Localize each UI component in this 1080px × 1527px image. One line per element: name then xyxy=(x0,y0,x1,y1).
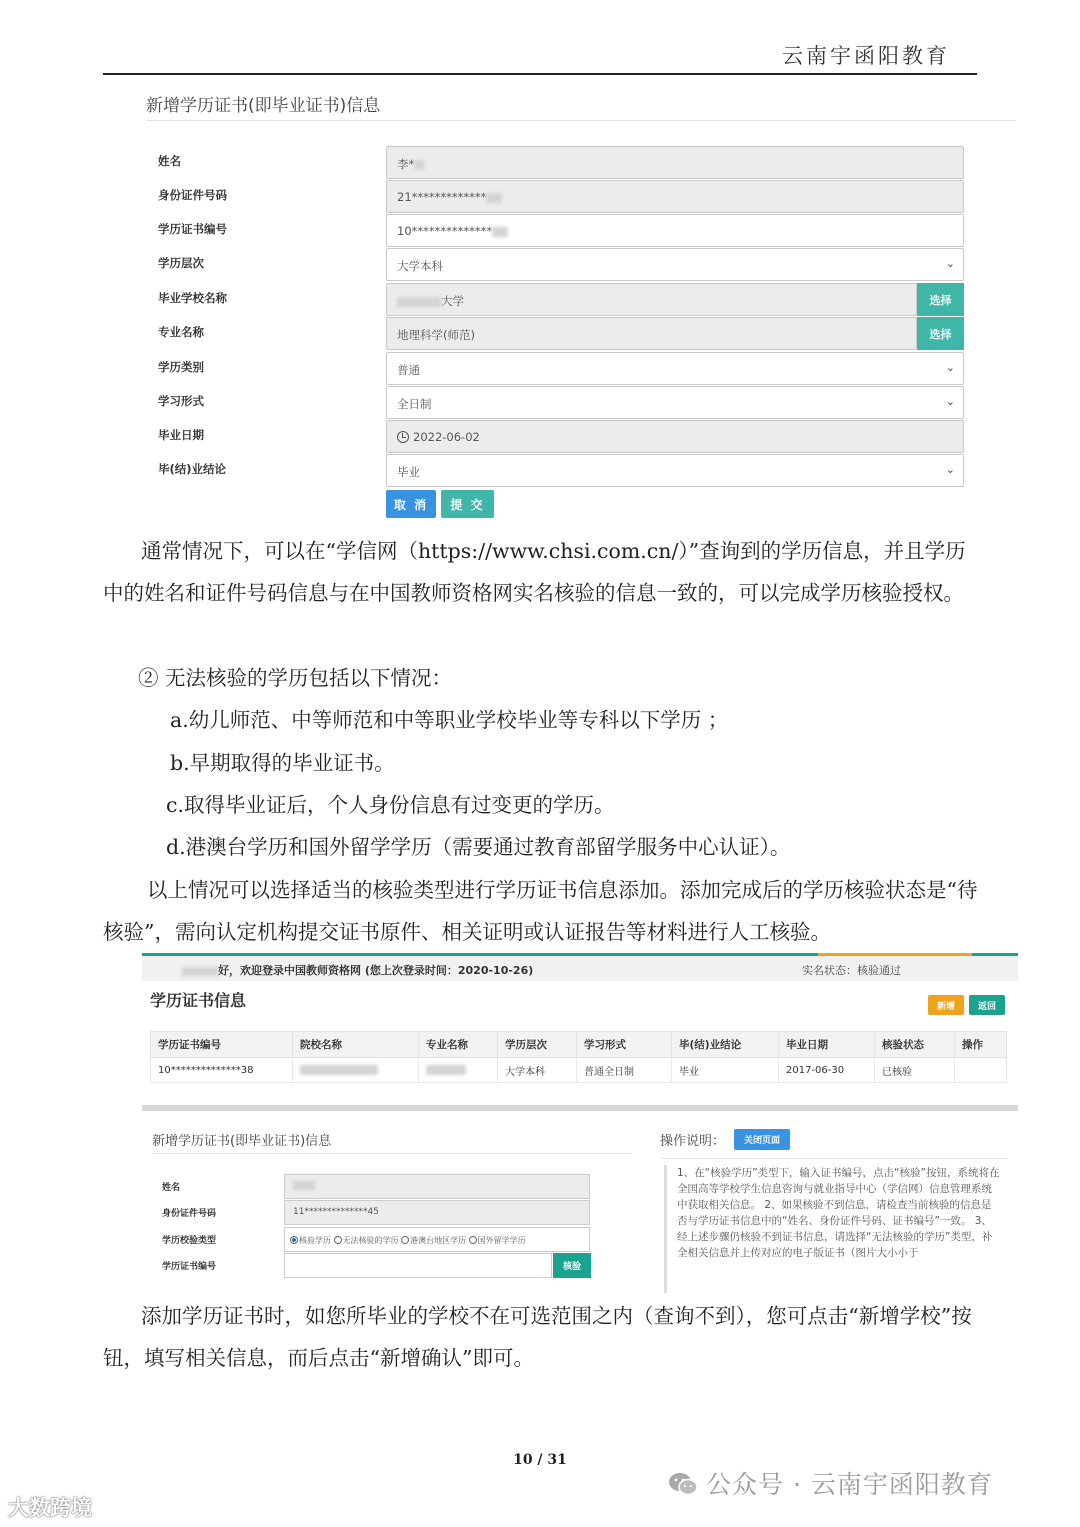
major-field[interactable] xyxy=(386,317,917,350)
cert-number-field[interactable] xyxy=(386,214,964,247)
cell-level: 大学本科 xyxy=(498,1058,577,1083)
cell-action xyxy=(955,1058,1007,1083)
label-name: 姓名 xyxy=(158,154,181,168)
clock-icon xyxy=(397,431,409,443)
cert-value: 10************** xyxy=(397,224,493,238)
paragraph-4: 添加学历证书时，如您所毕业的学校不在可选范围之内（查询不到），您可点击“新增学校”按钮，填写相关信息，而后点击“新增确认”即可。 xyxy=(103,1304,972,1370)
paragraph-1: 通常情况下，可以在“学信网（https://www.chsi.com.cn/）”查询到的学历信息，并且学历中的姓名和证件号码信息与在中国教师资格网实名核验的信息一致的，可以完成学历核验授权。 xyxy=(103,539,966,605)
col-status: 核验状态 xyxy=(875,1032,955,1058)
label-level: 学历层次 xyxy=(158,256,204,270)
section-separator xyxy=(142,1105,1018,1111)
name-value: 李* xyxy=(397,157,415,171)
corner-watermark: 大数跨境 xyxy=(8,1496,92,1520)
label-date: 毕业日期 xyxy=(158,428,204,442)
add-label-type: 学历校验类型 xyxy=(162,1236,217,1246)
certificate-table xyxy=(150,1031,1007,1083)
list-item-b: b.早期取得的毕业证书。 xyxy=(170,751,395,775)
conclusion-select[interactable] xyxy=(386,454,964,487)
top-bar xyxy=(142,953,1018,981)
list-item-d: d.港澳台学历和国外留学学历（需要通过教育部留学服务中心认证）。 xyxy=(166,835,791,859)
radio-overseas-label: 国外留学学历 xyxy=(477,1236,526,1245)
radio-overseas[interactable] xyxy=(469,1236,477,1244)
redaction xyxy=(492,227,508,237)
label-mode: 学习形式 xyxy=(158,394,204,408)
redaction xyxy=(300,1065,378,1075)
cancel-button[interactable]: 取 消 xyxy=(386,490,436,518)
paragraph-2: ② 无法核验的学历包括以下情况： xyxy=(138,666,453,690)
wechat-watermark xyxy=(668,1465,993,1501)
chevron-down-icon: ⌄ xyxy=(945,395,955,408)
label-category: 学历类别 xyxy=(158,360,204,374)
category-value: 普通 xyxy=(397,363,420,377)
radio-unverifiable-label: 无法核验的学历 xyxy=(342,1236,399,1245)
label-school: 毕业学校名称 xyxy=(158,291,227,305)
redaction xyxy=(486,193,502,203)
paragraph-3: 以上情况可以选择适当的核验类型进行学历证书信息添加。添加完成后的学历核验状态是“待核验”，需向认定机构提交证书原件、相关证明或认证报告等材料进行人工核验。 xyxy=(103,878,978,944)
add-form-title: 新增学历证书(即毕业证书)信息 xyxy=(152,1134,332,1149)
category-select[interactable] xyxy=(386,352,964,385)
radio-unverifiable[interactable] xyxy=(334,1236,342,1244)
level-select[interactable] xyxy=(386,248,964,281)
date-value: 2022-06-02 xyxy=(413,430,480,444)
chevron-down-icon: ⌄ xyxy=(945,361,955,374)
chevron-down-icon: ⌄ xyxy=(945,257,955,270)
form-title: 新增学历证书(即毕业证书)信息 xyxy=(146,96,381,116)
school-select-button[interactable]: 选择 xyxy=(917,283,964,316)
col-action: 操作 xyxy=(955,1032,1007,1058)
study-mode-select[interactable] xyxy=(386,386,964,419)
form-title-divider xyxy=(146,120,1016,121)
add-button[interactable]: 新增 xyxy=(928,995,964,1015)
col-school: 院校名称 xyxy=(293,1032,419,1058)
top-bar-accent xyxy=(818,953,972,956)
return-button[interactable]: 返回 xyxy=(969,995,1005,1015)
school-field[interactable] xyxy=(386,283,917,316)
add-name-field[interactable] xyxy=(284,1174,590,1199)
verify-status: 实名状态：核验通过 xyxy=(802,964,901,977)
label-conclusion: 毕(结)业结论 xyxy=(158,462,227,476)
major-select-button[interactable]: 选择 xyxy=(917,317,964,350)
list-item-a: a.幼儿师范、中等师范和中等职业学校毕业等专科以下学历 ； xyxy=(170,708,729,732)
verify-button[interactable]: 核验 xyxy=(553,1253,591,1278)
header-rule xyxy=(103,73,977,75)
section-title: 学历证书信息 xyxy=(150,991,247,1010)
cell-major xyxy=(419,1058,498,1083)
page-number: 10 / 31 xyxy=(513,1452,567,1468)
cell-mode: 普通全日制 xyxy=(577,1058,672,1083)
col-level: 学历层次 xyxy=(498,1032,577,1058)
verify-type-radios xyxy=(284,1227,590,1252)
radio-hk-mo-tw[interactable] xyxy=(401,1236,409,1244)
radio-verify[interactable] xyxy=(290,1236,298,1244)
welcome-text xyxy=(182,962,533,978)
wechat-icon xyxy=(668,1472,698,1496)
chevron-down-icon: ⌄ xyxy=(945,463,955,476)
label-major: 专业名称 xyxy=(158,325,204,339)
graduation-date-field[interactable] xyxy=(386,420,964,453)
redaction xyxy=(293,1181,315,1190)
redaction xyxy=(414,160,424,170)
id-number-field[interactable] xyxy=(386,180,964,213)
cell-date: 2017-06-30 xyxy=(779,1058,875,1083)
major-value: 地理科学(师范) xyxy=(397,328,475,342)
col-cert: 学历证书编号 xyxy=(151,1032,293,1058)
cell-cert: 10**************38 xyxy=(151,1058,293,1083)
add-label-cert: 学历证书编号 xyxy=(162,1262,217,1272)
cell-conclusion: 毕业 xyxy=(672,1058,779,1083)
cell-status: 已核验 xyxy=(875,1058,955,1083)
cell-school xyxy=(293,1058,419,1083)
id-value: 21************* xyxy=(397,190,487,204)
header-org: 云南宇函阳教育 xyxy=(782,44,950,68)
col-mode: 学习形式 xyxy=(577,1032,672,1058)
level-value: 大学本科 xyxy=(397,259,443,273)
redaction xyxy=(397,297,441,307)
add-cert-field[interactable] xyxy=(284,1253,552,1278)
name-field[interactable] xyxy=(386,146,964,179)
add-id-field[interactable]: 11**************45 xyxy=(284,1200,590,1225)
instructions-title: 操作说明： xyxy=(660,1134,726,1149)
form-screenshot xyxy=(142,85,1018,525)
col-conclusion: 毕(结)业结论 xyxy=(672,1032,779,1058)
radio-hk-mo-tw-label: 港澳台地区学历 xyxy=(410,1236,467,1245)
instructions-divider xyxy=(660,1158,1008,1159)
add-form-divider xyxy=(152,1153,632,1154)
col-major: 专业名称 xyxy=(419,1032,498,1058)
wechat-text: 公众号 · 云南宇函阳教育 xyxy=(706,1470,993,1499)
table-row xyxy=(151,1058,1007,1083)
redaction xyxy=(182,967,218,976)
submit-button[interactable]: 提 交 xyxy=(441,490,494,518)
table-header xyxy=(151,1032,1007,1058)
conclusion-value: 毕业 xyxy=(397,465,420,479)
label-id: 身份证件号码 xyxy=(158,188,227,202)
welcome-value: 好，欢迎登录中国教师资格网 (您上次登录时间：2020-10-26) xyxy=(218,964,534,977)
add-label-name: 姓名 xyxy=(162,1183,181,1193)
redaction xyxy=(426,1065,466,1075)
add-label-id: 身份证件号码 xyxy=(162,1209,217,1219)
label-cert: 学历证书编号 xyxy=(158,222,227,236)
instructions-text: 1、在“核验学历”类型下，输入证书编号，点击“核验”按钮，系统将在全国高等学校学生信息咨询与就业指导中心（学信网）信息管理系统中获取相关信息。 2、如果核验不到信息，请检查当前核验的信息是否与学历证书信息中的“姓名、身份证件号码、证书编号”一致。 3、经上述步骤仍核验不到证书信息，请选择“无法核验的学历”类型，补全相关信息并上传对应的电子版证书（图片大小小于 xyxy=(664,1165,1002,1293)
certificate-screenshot xyxy=(142,953,1018,1293)
mode-value: 全日制 xyxy=(397,397,432,411)
col-date: 毕业日期 xyxy=(779,1032,875,1058)
radio-verify-label: 核验学历 xyxy=(299,1236,331,1245)
school-value: 大学 xyxy=(441,294,464,308)
list-item-c: c.取得毕业证后，个人身份信息有过变更的学历。 xyxy=(166,793,615,817)
close-page-button[interactable]: 关闭页面 xyxy=(734,1129,790,1150)
row-conclusion xyxy=(142,461,1018,495)
